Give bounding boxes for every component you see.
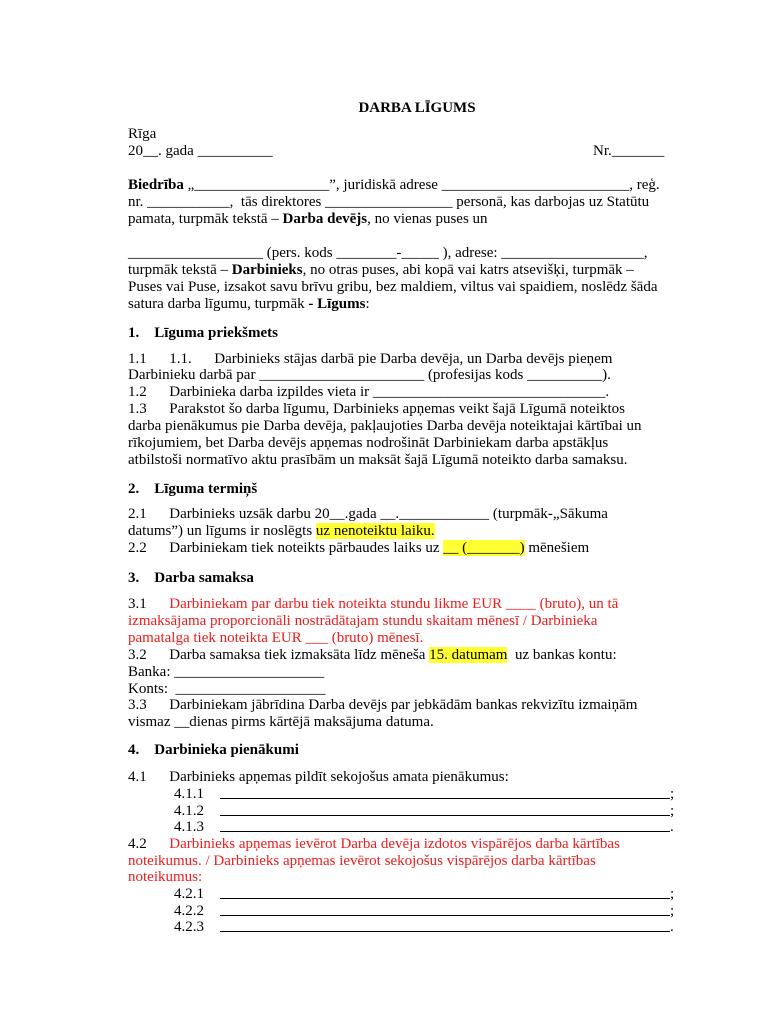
clause-1-3-cont-1: darba pienākumus pie Darba devēja, pakļaujoties Darba devēja noteiktajai kārtībai un [128, 418, 642, 434]
subclause-4-2-2-blank [220, 915, 670, 916]
intro-line-7: satura darba līgumu, turpmāk - Līgums: [128, 296, 370, 312]
subclause-4-2-3-number: 4.2.3 [174, 919, 204, 935]
account-line: Konts: ____________________ [128, 681, 326, 697]
clause-1-1-cont: Darbinieku darbā par ______________________ (profesijas kods __________). [128, 367, 611, 383]
subclause-4-2-3-blank [220, 931, 670, 932]
clause-4-1: 4.1 Darbinieks apņemas pildīt sekojošus amata pienākumus: [128, 769, 509, 785]
clause-3-1: 3.1 Darbiniekam par darbu tiek noteikta stundu likme EUR ____ (bruto), un tā [128, 596, 619, 612]
subclause-4-2-1-number: 4.2.1 [174, 886, 204, 902]
contract-term: - Līgums [308, 296, 366, 312]
document-title: DARBA LĪGUMS [358, 100, 476, 116]
subclause-4-1-1-number: 4.1.1 [174, 786, 204, 802]
subclause-4-2-2-number: 4.2.2 [174, 903, 204, 919]
section-2-heading: 2. Līguma termiņš [128, 481, 258, 497]
intro-line-2: nr. ___________, tās direktores _________________ personā, kas darbojas uz Statūtu [128, 194, 650, 210]
clause-3-2: 3.2 Darba samaksa tiek izmaksāta līdz mēneša 15. datumam uz bankas kontu: [128, 647, 617, 663]
clause-4-2-cont-1: noteikumus. / Darbinieks apņemas ievērot sekojošus vispārējos darba kārtības [128, 853, 596, 869]
intro-line-4: __________________ (pers. kods ________-_____ ), adrese: ___________________, [128, 245, 648, 261]
city: Rīga [128, 126, 157, 142]
clause-4-2: 4.2 Darbinieks apņemas ievērot Darba devēja izdotos vispārējos darba kārtības [128, 836, 620, 852]
employee-term: Darbinieks [231, 262, 303, 278]
intro-line-3: pamata, turpmāk tekstā – Darba devējs, no vienas puses un [128, 211, 488, 227]
subclause-4-1-1-blank [220, 798, 670, 799]
document-page: DARBA LĪGUMS Rīga 20__. gada __________ Nr._______ Biedrība „__________________”, juridiskā adrese _________________________, reģ. nr. ___________, tās direktores _________________ personā, kas darbojas uz Statūtu pamata, turpmāk tekstā – Darba devējs, no vienas puses un __________________ (pers. kods ________-_____ ), adrese: ___________________, turpmāk tekstā – Darbinieks, no otras puses, abi kopā vai katrs atsevišķi, turpmāk – Puses vai Puse, izsakot savu brīvu gribu, bez maldiem, viltus vai spaidiem, noslēdz šāda satura darba līgumu, turpmāk - Līgums: 1. Līguma priekšmets 1.1 1.1. Darbinieks stājas darbā pie Darba devēja, un Darba devējs pieņem Darbinieku darbā par ______________________ (profesijas kods __________). 1.2 Darbinieka darba izpildes vieta ir _______________________________. 1.3 Parakstot šo darba līgumu, Darbinieks apņemas veikt šajā Līgumā noteiktos darba pienākumus pie Darba devēja, pakļaujoties Darba devēja noteiktajai kārtībai un rīkojumiem, bet Darba devējs apņemas nodrošināt Darbiniekam darba apstākļus atbilstoši normatīvo aktu prasībām un maksāt šajā Līgumā noteikto darba samaksu. 2. Līguma termiņš 2.1 Darbinieks uzsāk darbu 20__.gada __.____________ (turpmāk-„Sākuma datums”) un līgums ir noslēgts uz nenoteiktu laiku. 2.2 Darbiniekam tiek noteikts pārbaudes laiks uz __ (_______) mēnešiem 3. Darba samaksa 3.1 Darbiniekam par darbu tiek noteikta stundu likme EUR ____ (bruto), un tā izmaksājama proporcionāli nostrādātajam stundu skaitam mēnesī / Darbinieka pamatalga tiek noteikta EUR ___ (bruto) mēnesī. 3.2 Darba samaksa tiek izmaksāta līdz mēneša 15. datumam uz bankas kontu: Banka: ____________________ Konts: ____________________ 3.3 Darbiniekam jābrīdina Darba devējs par jebkādām bankas rekvizītu izmaiņām vismaz __dienas pirms kārtējā maksājuma datuma. 4. Darbinieka pienākumi 4.1 Darbinieks apņemas pildīt sekojošus amata pienākumus: 4.1.1 ; 4.1.2 ; 4.1.3 . 4.2 Darbinieks apņemas ievērot Darba devēja izdotos vispārējos darba kārtības noteikumus. / Darbinieks apņemas ievērot sekojošus vispārējos darba kārtības noteikumus: 4.2.1 ; 4.2.2 ; 4.2.3 . [0, 0, 768, 1024]
highlight-indefinite-term: uz nenoteiktu laiku. [315, 523, 435, 539]
clause-3-1-cont-1: izmaksājama proporcionāli nostrādātajam stundu skaitam mēnesī / Darbinieka [128, 613, 598, 629]
clause-2-1: 2.1 Darbinieks uzsāk darbu 20__.gada __.____________ (turpmāk-„Sākuma [128, 506, 608, 522]
subclause-4-1-3-blank [220, 831, 670, 832]
section-1-heading: 1. Līguma priekšmets [128, 325, 278, 341]
highlight-probation-months: __ (_______) [443, 540, 525, 556]
highlight-pay-date: 15. datumam [429, 647, 508, 663]
bank-line: Banka: ____________________ [128, 664, 325, 680]
clause-1-3-cont-3: atbilstoši normatīvo aktu prasībām un maksāt šajā Līgumā noteikto darba samaksu. [128, 452, 628, 468]
subclause-4-1-2-blank [220, 815, 670, 816]
clause-3-3: 3.3 Darbiniekam jābrīdina Darba devējs par jebkādām bankas rekvizītu izmaiņām [128, 697, 638, 713]
contract-number: Nr._______ [593, 143, 665, 159]
subclause-4-2-1-blank [220, 898, 670, 899]
clause-2-2: 2.2 Darbiniekam tiek noteikts pārbaudes laiks uz __ (_______) mēnešiem [128, 540, 590, 556]
clause-3-3-cont: vismaz __dienas pirms kārtējā maksājuma datuma. [128, 714, 434, 730]
date-line: 20__. gada __________ [128, 143, 273, 159]
section-3-heading: 3. Darba samaksa [128, 570, 254, 586]
employer-term: Darba devējs [282, 211, 368, 227]
clause-2-1-cont: datums”) un līgums ir noslēgts uz nenoteiktu laiku. [128, 523, 435, 539]
clause-4-2-cont-2: noteikumus: [128, 869, 203, 885]
intro-line-6: Puses vai Puse, izsakot savu brīvu gribu, bez maldiem, viltus vai spaidiem, noslēdz šāda [128, 279, 658, 295]
intro-line-1: Biedrība „__________________”, juridiskā adrese _________________________, reģ. [128, 177, 660, 193]
subclause-4-1-3-number: 4.1.3 [174, 819, 204, 835]
clause-1-3: 1.3 Parakstot šo darba līgumu, Darbinieks apņemas veikt šajā Līgumā noteiktos [128, 401, 625, 417]
subclause-4-1-2-number: 4.1.2 [174, 803, 204, 819]
intro-line-5: turpmāk tekstā – Darbinieks, no otras puses, abi kopā vai katrs atsevišķi, turpmāk – [128, 262, 634, 278]
party-employer-org: Biedrība [128, 177, 184, 193]
section-4-heading: 4. Darbinieka pienākumi [128, 742, 299, 758]
clause-1-2: 1.2 Darbinieka darba izpildes vieta ir _______________________________. [128, 384, 610, 400]
clause-3-1-cont-2: pamatalga tiek noteikta EUR ___ (bruto) mēnesī. [128, 630, 424, 646]
clause-1-3-cont-2: rīkojumiem, bet Darba devējs apņemas nodrošināt Darbiniekam darba apstākļus [128, 435, 609, 451]
clause-1-1: 1.1 1.1. Darbinieks stājas darbā pie Darba devēja, un Darba devējs pieņem [128, 351, 613, 367]
